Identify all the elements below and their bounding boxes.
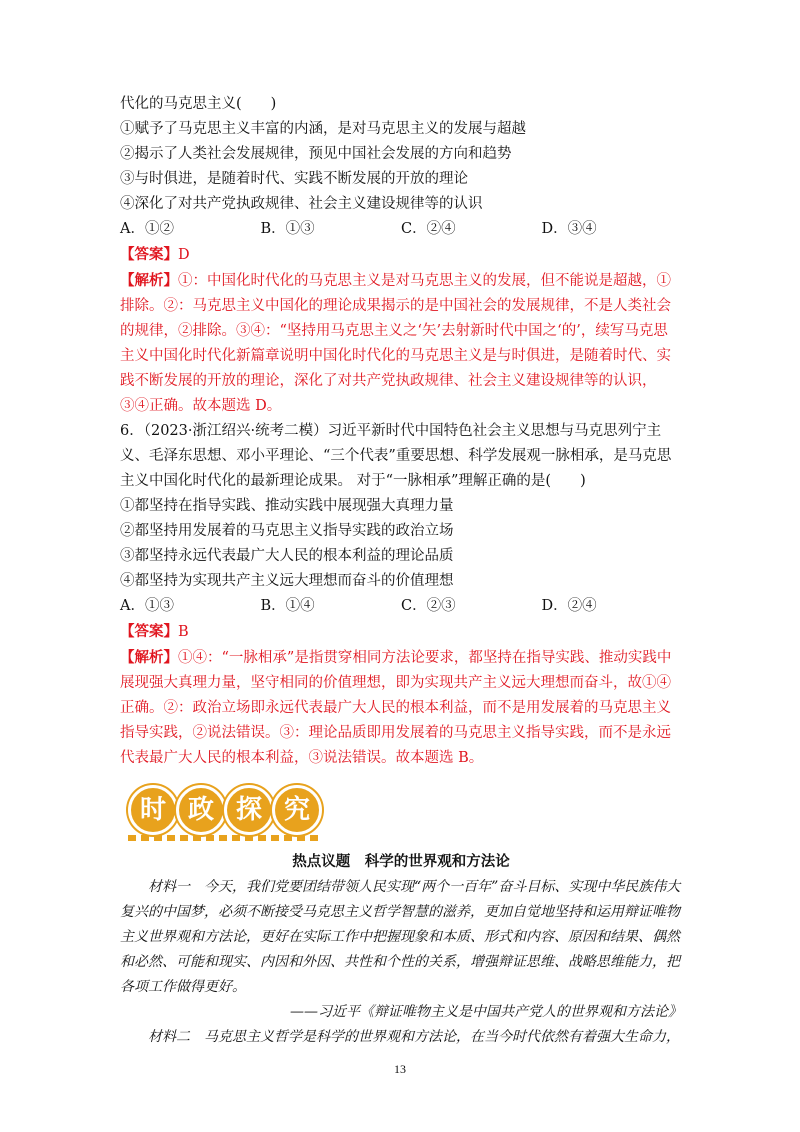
q6-stem: 6．（2023·浙江绍兴·统考二模）习近平新时代中国特色社会主义思想与马克思列宁主义、毛泽东思想、邓小平理论、“三个代表”重要思想、科学发展观一脉相承，是马克思主义中国化时代化的最新理论成果。 对于“一脉相承”理解正确的是( ) [120, 423, 672, 489]
q6-analysis-text: ①④：“一脉相承”是指贯穿相同方法论要求，都坚持在指导实践、推动实践中展现强大真理力量，坚守相同的价值理想，即为实现共产主义远大理想而奋斗，故①④正确。②：政治立场即永远代表最广大人民的根本利益，而不是用发展着的马克思主义指导实践，②说法错误。③：理论品质即用发展着的马克思主义指导实践，而不是永远代表最广大人民的根本利益，③说法错误。故本题选 B。 [120, 650, 672, 766]
material-two: 材料二 马克思主义哲学是科学的世界观和方法论，在当今时代依然有着强大生命力， [148, 1029, 680, 1045]
q6-item-1: ①都坚持在指导实践、推动实践中展现强大真理力量 [120, 498, 454, 514]
q5-option-d: D．③④ [541, 221, 597, 237]
q5-option-b: B．①③ [260, 221, 315, 237]
q5-item-3: ③与时俱进，是随着时代、实践不断发展的开放的理论 [120, 171, 468, 187]
banner-char-1: 时 [128, 785, 178, 835]
q6-answer [120, 619, 682, 645]
section-banner [122, 779, 322, 845]
q5-option-a: A．①② [120, 221, 174, 237]
q5-item-1: ①赋予了马克思主义丰富的内涵，是对马克思主义的发展与超越 [120, 121, 526, 137]
q5-answer-value: D [178, 247, 190, 263]
banner-dash-underline [128, 835, 322, 841]
q5-analysis [120, 268, 682, 419]
q5-analysis-tag: 【解析】 [120, 272, 178, 289]
q6-item-2: ②都坚持用发展着的马克思主义指导实践的政治立场 [120, 523, 454, 539]
q6-analysis [120, 645, 682, 771]
q6-option-b: B．①④ [260, 598, 315, 614]
banner-char-3: 探 [224, 785, 274, 835]
q6-item-4: ④都坚持为实现共产主义远大理想而奋斗的价值理想 [120, 573, 454, 589]
q6-analysis-tag: 【解析】 [120, 649, 178, 666]
topic-title: 热点议题 科学的世界观和方法论 [292, 853, 510, 870]
page-number: 13 [394, 1062, 406, 1076]
q6-item-3: ③都坚持永远代表最广大人民的根本利益的理论品质 [120, 548, 454, 564]
q6-option-d: D．②④ [541, 598, 597, 614]
document-page [120, 92, 682, 1050]
q6-options [120, 594, 682, 619]
q6-option-a: A．①③ [120, 598, 174, 614]
q5-item-4: ④深化了对共产党执政规律、社会主义建设规律等的认识 [120, 196, 483, 212]
material-one-source: ——习近平《辩证唯物主义是中国共产党人的世界观和方法论》 [290, 1004, 682, 1020]
banner-char-2: 政 [176, 785, 226, 835]
banner-char-4: 究 [272, 785, 322, 835]
q5-options [120, 217, 682, 242]
q5-analysis-text: ①：中国化时代化的马克思主义是对马克思主义的发展，但不能说是超越，①排除。②：马克思主义中国化的理论成果揭示的是中国社会的发展规律，不是人类社会的规律，②排除。③④：“坚持用马克思主义之‘矢’去射新时代中国之‘的’，续写马克思主义中国化时代化新篇章说明中国化时代化的马克思主义是与时俱进，是随着时代、实践不断发展的开放的理论，深化了对共产党执政规律、社会主义建设规律等的认识，③④正确。故本题选 D。 [120, 273, 671, 414]
material-one: 材料一 今天，我们党要团结带领人民实现“两个一百年”奋斗目标、实现中华民族伟大复兴的中国梦，必须不断接受马克思主义哲学智慧的滋养，更加自觉地坚持和运用辩证唯物主义世界观和方法论，更好在实际工作中把握现象和本质、形式和内容、原因和结果、偶然和必然、可能和现实、内因和外因、共性和个性的关系，增强辩证思维、战略思维能力，把各项工作做得更好。 [120, 879, 681, 995]
q5-stem-tail: 代化的马克思主义( ) [120, 96, 277, 112]
q5-answer [120, 242, 682, 268]
q6-answer-tag: 【答案】 [120, 623, 178, 640]
q5-item-2: ②揭示了人类社会发展规律，预见中国社会发展的方向和趋势 [120, 146, 512, 162]
q5-option-c: C．②④ [401, 221, 456, 237]
q5-answer-tag: 【答案】 [120, 246, 178, 263]
q6-answer-value: B [178, 624, 189, 640]
q6-option-c: C．②③ [401, 598, 456, 614]
